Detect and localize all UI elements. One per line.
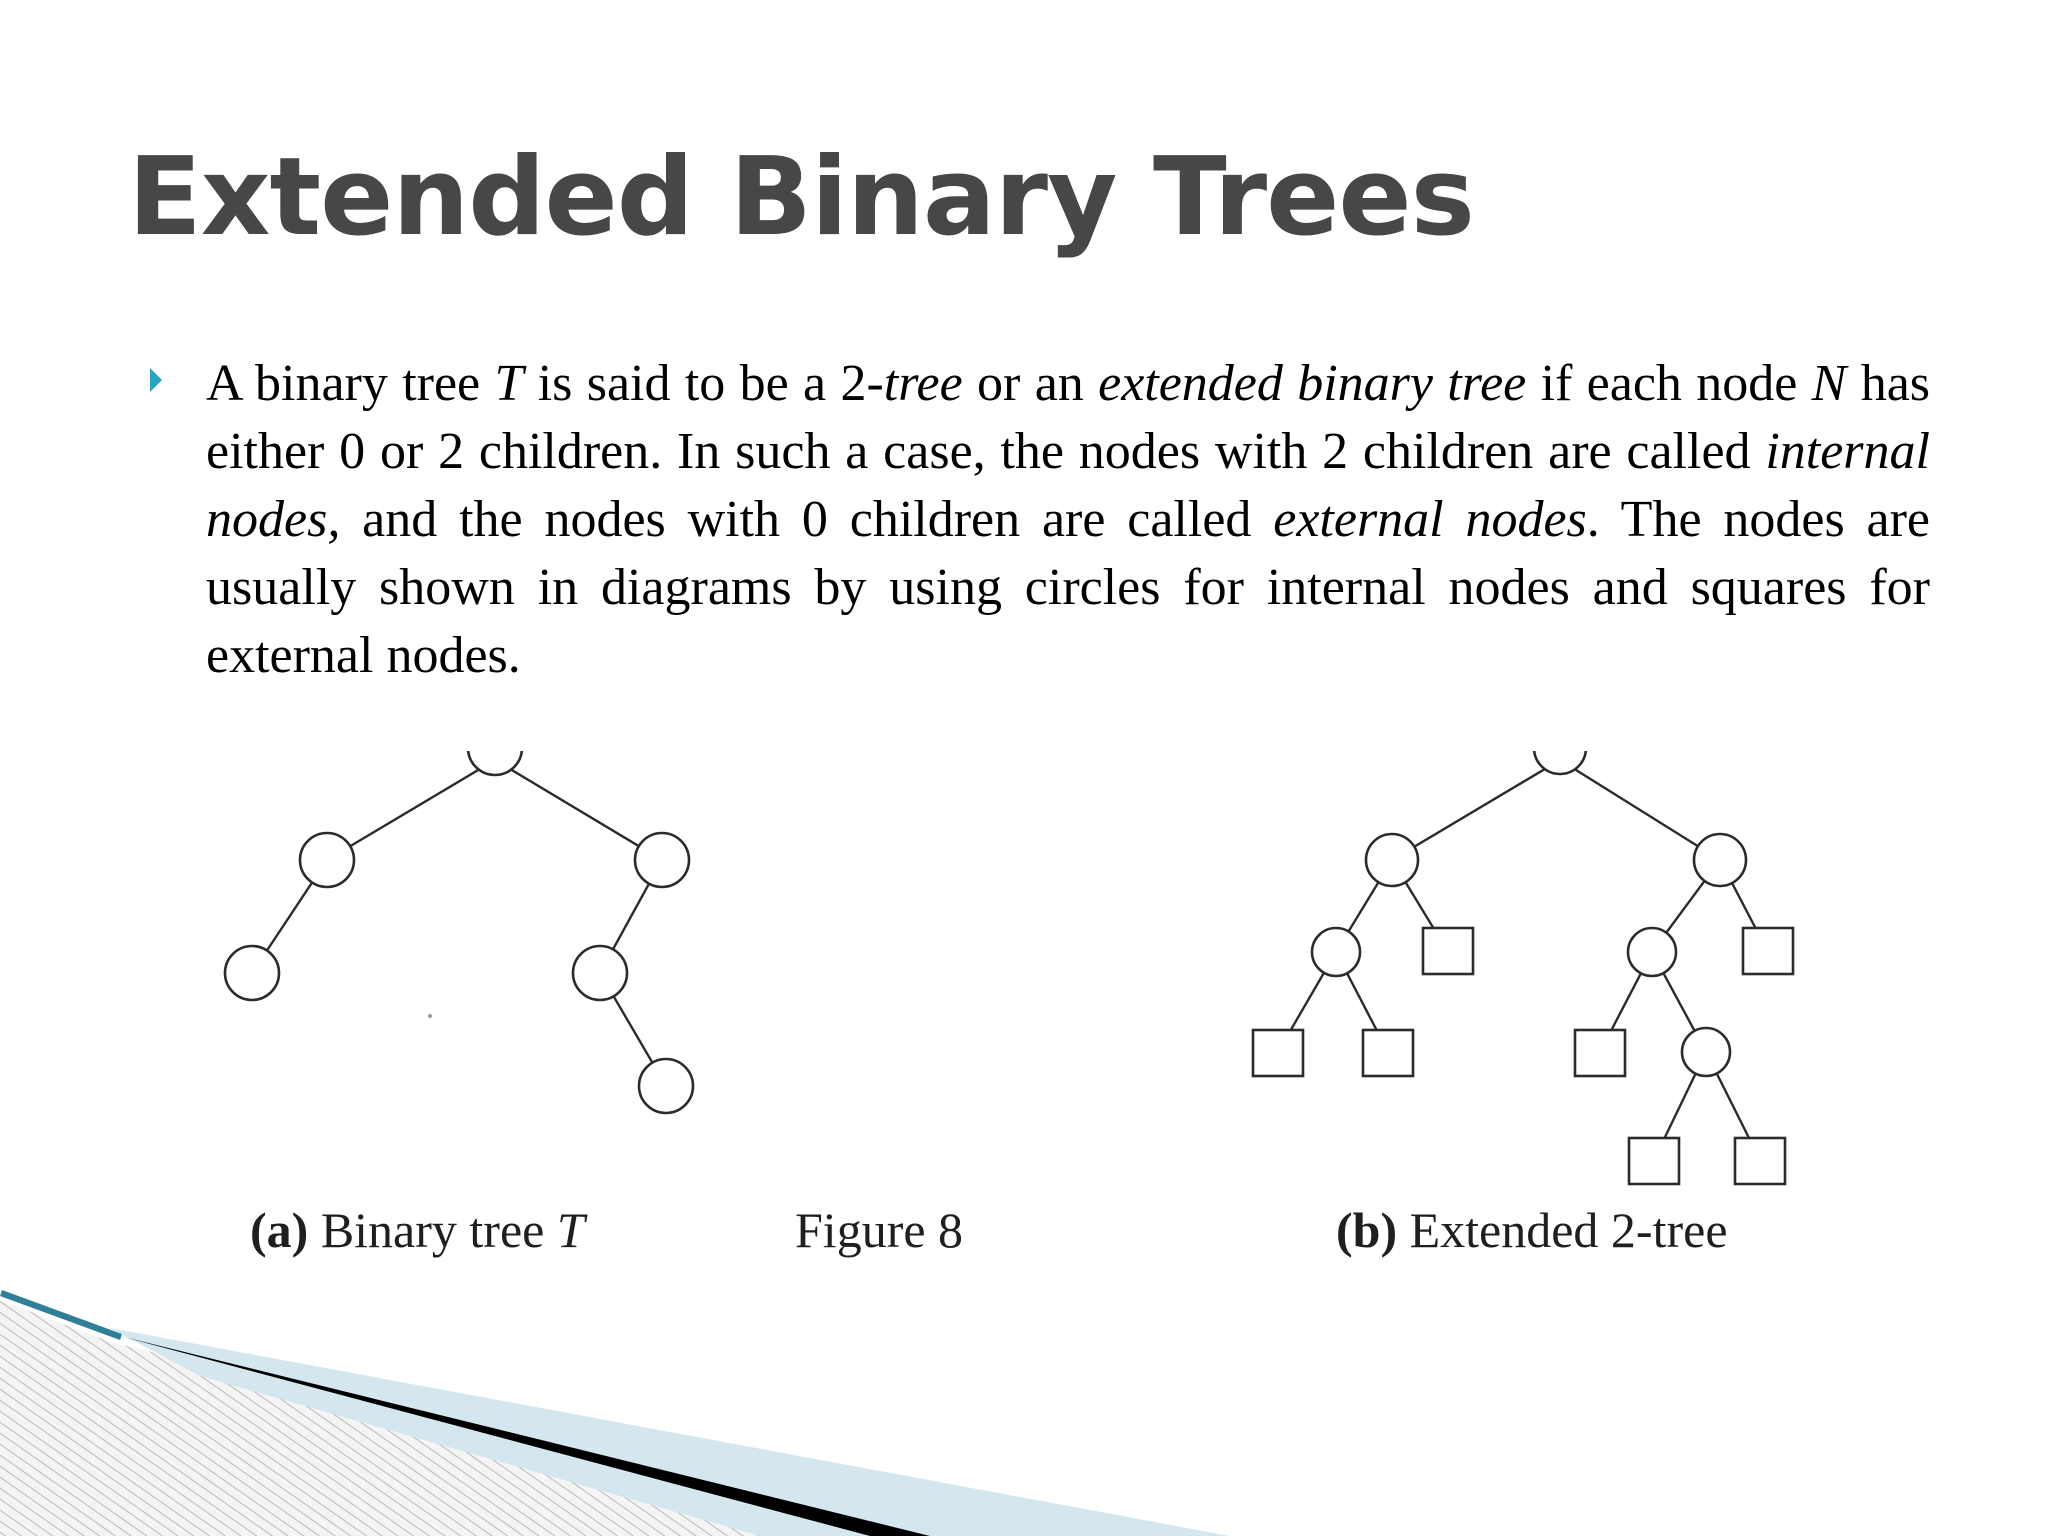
footer-swoosh-decoration (0, 1280, 2048, 1536)
definition-text (206, 350, 1930, 690)
italic-run: internal nodes, (206, 423, 1930, 548)
cover-top (1495, 720, 1625, 751)
bullet-paragraph (150, 350, 1930, 690)
cover-top (430, 720, 560, 751)
tree-edge (1392, 760, 1560, 860)
caption-b-text: Extended 2-tree (1397, 1202, 1728, 1258)
tree-edge (327, 760, 495, 860)
italic-run: N (1811, 355, 1847, 412)
text-run: . The nodes are usually shown in diagrams by using circles for internal nodes and squares for external nodes. (206, 491, 1930, 684)
slide-title: Extended Binary Trees (128, 135, 1474, 260)
internal-node (1682, 1028, 1730, 1076)
italic-run: extended binary tree (1098, 355, 1527, 412)
external-node (1743, 928, 1793, 974)
binary-tree-diagram (200, 720, 740, 1140)
internal-node (635, 833, 689, 887)
dot (428, 1014, 432, 1018)
internal-node (1628, 928, 1676, 976)
tree-edge (495, 760, 662, 860)
text-run: A binary tree (206, 355, 495, 412)
text-run: has either 0 or 2 children. In such a case, the nodes with 2 children are called (206, 355, 1931, 480)
caption-a-text: Binary tree (308, 1202, 557, 1258)
caption-b-label: (b) (1336, 1202, 1398, 1258)
internal-node (225, 946, 279, 1000)
tree-edge (1560, 760, 1720, 860)
figure-label (795, 1200, 963, 1260)
text-run: or an (962, 355, 1099, 412)
bullet-arrow-icon (150, 368, 162, 392)
external-node (1253, 1030, 1303, 1076)
text-run: and the nodes with 0 children are called (340, 491, 1274, 548)
text-run: if each node (1526, 355, 1812, 412)
internal-node (639, 1059, 693, 1113)
internal-node (573, 946, 627, 1000)
caption-a (250, 1200, 585, 1260)
caption-b (1336, 1200, 1728, 1260)
external-node (1575, 1030, 1625, 1076)
external-node (1423, 928, 1473, 974)
external-node (1735, 1138, 1785, 1184)
external-node (1363, 1030, 1413, 1076)
text-run: is said to be a 2- (523, 355, 884, 412)
internal-node (300, 833, 354, 887)
internal-node (1312, 928, 1360, 976)
internal-node (1366, 834, 1418, 886)
external-node (1629, 1138, 1679, 1184)
italic-run: tree (883, 355, 963, 412)
figure-label-text: Figure 8 (795, 1202, 964, 1258)
internal-node (1694, 834, 1746, 886)
extended-tree-diagram (1240, 720, 1840, 1200)
caption-a-label: (a) (250, 1202, 309, 1258)
caption-a-variable: T (556, 1202, 585, 1258)
italic-run: external nodes (1273, 491, 1587, 548)
italic-run: T (494, 355, 524, 412)
